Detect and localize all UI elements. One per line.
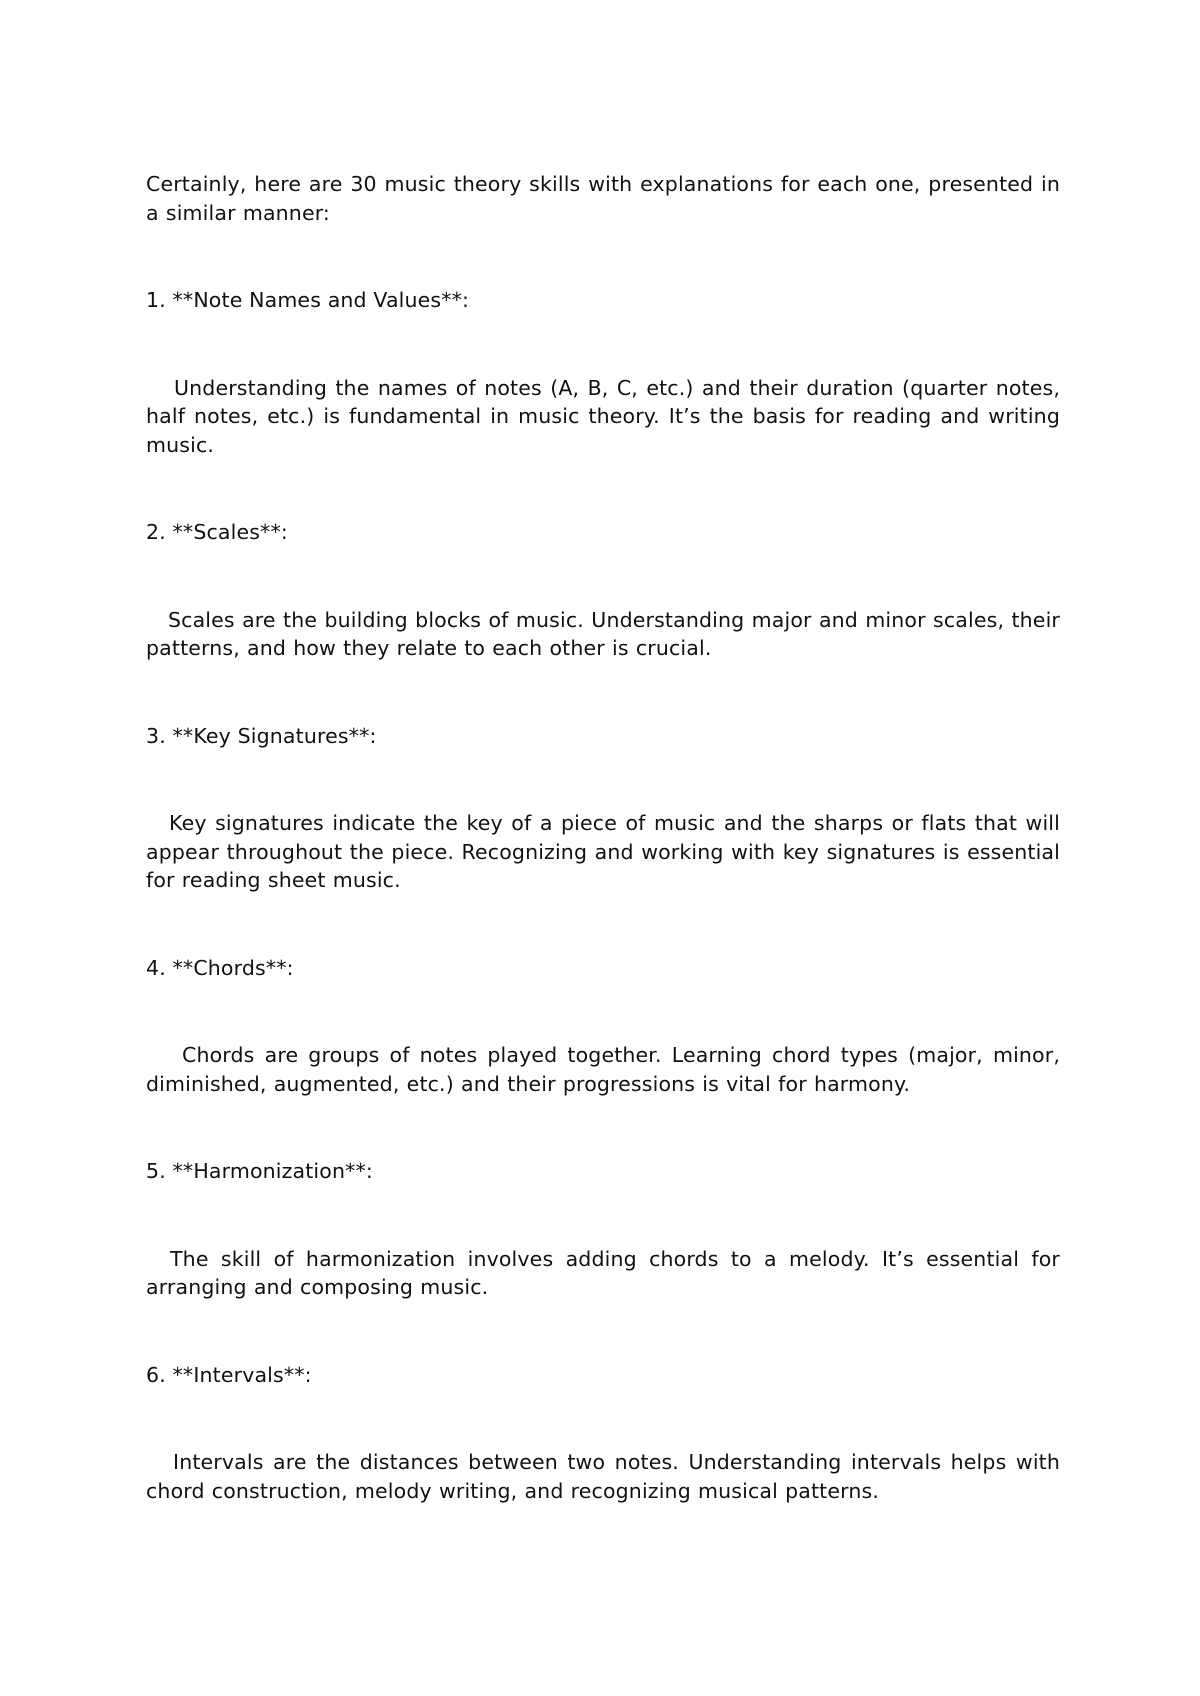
section-heading-harmonization: 5. **Harmonization**: [146, 1159, 373, 1183]
section-heading-key-signatures: 3. **Key Signatures**: [146, 723, 377, 748]
intro-paragraph: Certainly, here are 30 music theory skills with explanations for each one, presented in a similar manner: [146, 172, 1060, 225]
section-body-chords: Chords are groups of notes played together. Learning chord types (major, minor, diminished, augmented, etc.) and their progressions is vital for harmony. [146, 1043, 1060, 1096]
section-body-intervals: Intervals are the distances between two notes. Understanding intervals helps with chord construction, melody writing, and recognizing musical patterns. [146, 1450, 1060, 1503]
section-body-note-names: Understanding the names of notes (A, B, C, etc.) and their duration (quarter notes, half notes, etc.) is fundamental in music theory. It’s the basis for reading and writing music. [146, 375, 1060, 457]
section-heading-intervals: 6. **Intervals**: [146, 1362, 312, 1387]
section-heading-note-names: 1. **Note Names and Values**: [146, 288, 470, 312]
section-heading-scales: 2. **Scales**: [146, 520, 288, 544]
section-heading-chords: 4. **Chords**: [146, 955, 294, 980]
section-body-key-signatures: Key signatures indicate the key of a piece of music and the sharps or flats that will appear throughout the piece. Recognizing and working with key signatures is essential for reading sheet music. [146, 811, 1060, 892]
document-content [146, 170, 1060, 1564]
section-body-harmonization: The skill of harmonization involves adding chords to a melody. It’s essential for arranging and composing music. [146, 1246, 1060, 1299]
section-body-scales: Scales are the building blocks of music. Understanding major and minor scales, their patterns, and how they relate to each other is crucial. [146, 607, 1060, 660]
